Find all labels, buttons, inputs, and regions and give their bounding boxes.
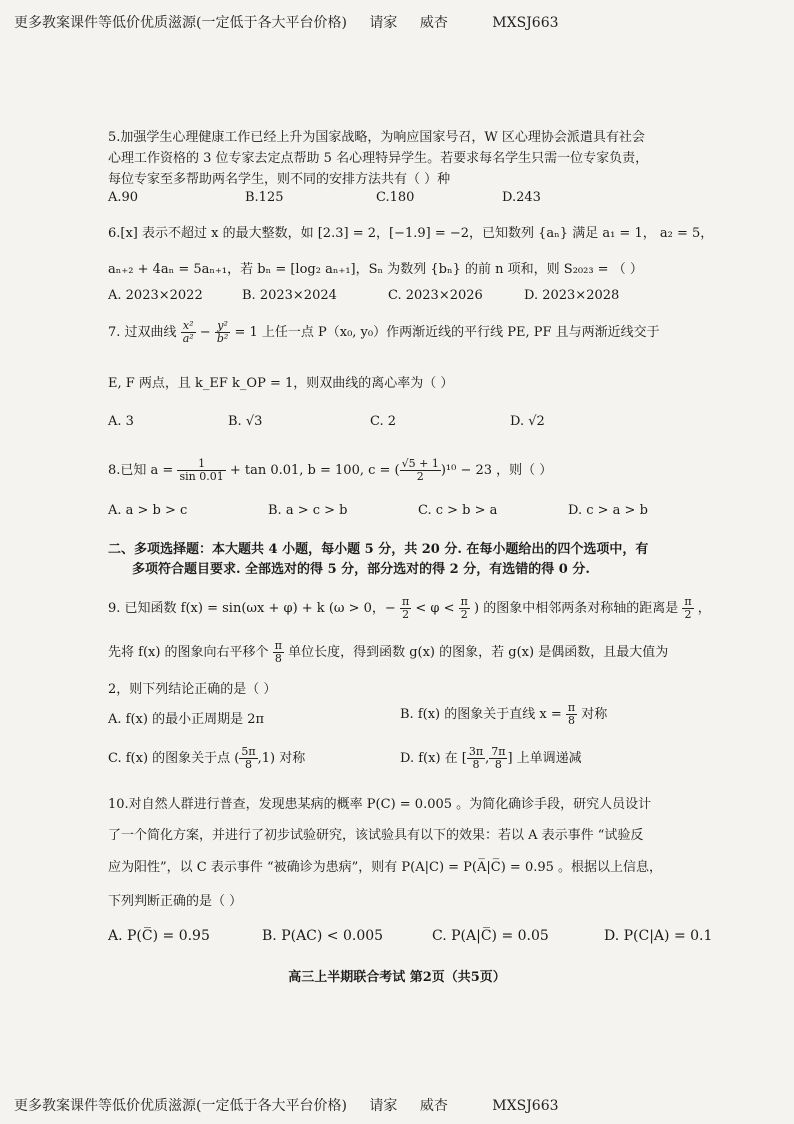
q5-option-c: C.180: [376, 190, 415, 205]
q9-optB-num: π: [567, 701, 576, 714]
q9-optD-num2: 7π: [491, 745, 506, 758]
q9-optC-pre: C. f(x) 的图象关于点 (: [108, 751, 240, 766]
q9-option-d: D. f(x) 在 [ $\frac{3\pi}{8}$ , $\frac{7\pi}{8}$ ] 上单调递减: [400, 745, 582, 771]
banner-please: 请家: [369, 15, 398, 31]
q5-line3: 每位专家至多帮助两名学生，则不同的安排方法共有（ ）种: [108, 172, 451, 187]
q10-line1: 10.对自然人群进行普查，发现患某病的概率 P(C) = 0.005 。为简化确诊手段，研究人员设计: [108, 797, 652, 812]
q8-frac-a: [177, 458, 225, 483]
q7-option-b: B. √3: [228, 414, 263, 429]
q9-optD-frac2: [489, 746, 507, 771]
q7-line1: [108, 320, 660, 345]
q10-line4: 下列判断正确的是（ ）: [108, 894, 243, 909]
q9-optC-frac: [239, 746, 257, 771]
banner-name-bottom: 威杏: [419, 1098, 448, 1114]
q7-option-a: A. 3: [108, 414, 134, 429]
q8-option-d: D. c > a > b: [568, 503, 648, 518]
q7-prefix: 7. 过双曲线: [108, 325, 177, 340]
top-banner: [14, 12, 559, 32]
q8-line1: [108, 458, 552, 483]
q9-optB-frac: [566, 702, 577, 727]
q9-line2: [108, 640, 668, 665]
q8-rest: )¹⁰ − 23 ，则（ ）: [440, 463, 553, 478]
q9-optD-post: ] 上单调递减: [507, 751, 582, 766]
q7-num1: x²: [181, 320, 196, 333]
q7-rest: = 1 上任一点 P（x₀, y₀）作两渐近线的平行线 PE, PF 且与两渐近线交于: [234, 325, 660, 340]
banner-text-bottom: 更多教案课件等低价优质滋源(一定低于各大平台价格): [14, 1098, 347, 1114]
q9-frac-pi2-c: [682, 596, 693, 621]
q9-option-b: [400, 702, 607, 727]
q9-line1a: 9. 已知函数 f(x) = sin(ωx + φ) + k (ω > 0，−: [108, 601, 396, 616]
q10-option-b: B. P(AC) < 0.005: [262, 928, 384, 944]
page-footer: 高三上半期联合考试 第2页（共5页）: [288, 970, 506, 985]
q9-line1: [108, 596, 711, 621]
q9-frac-pi2-b: [459, 596, 470, 621]
bottom-banner: [14, 1095, 559, 1115]
q8-num1: 1: [177, 458, 225, 471]
q9-option-c: [108, 746, 305, 771]
q9-option-a: A. f(x) 的最小正周期是 2π: [108, 712, 265, 727]
q9-line1d: ，: [697, 601, 711, 616]
q9-pi-c: π: [684, 595, 692, 608]
q9-frac-pi8: [273, 640, 284, 665]
q9-optD-den2: 8: [494, 758, 502, 771]
q7-num2: y²: [215, 320, 230, 333]
q9-optB-post: 对称: [581, 707, 608, 722]
q9-line3: 2，则下列结论正确的是（ ）: [108, 682, 277, 697]
q8-den1: sin 0.01: [179, 470, 224, 483]
q9-optD-pre: D. f(x) 在 [: [400, 751, 467, 766]
q8-frac-c: [400, 458, 441, 483]
banner-please-bottom: 请家: [369, 1098, 398, 1114]
q10-line3: 应为阳性”，以 C 表示事件 “被确诊为患病”，则有 P(A|C) = P(A̅|C̅) = 0.95 。根据以上信息，: [108, 860, 663, 875]
q7-option-d: D. √2: [510, 414, 545, 429]
q9-line2b: 单位长度，得到函数 g(x) 的图象，若 g(x) 是偶函数，且最大值为: [288, 645, 669, 660]
q8-den2: 2: [416, 470, 424, 483]
q9-two-a: 2: [402, 608, 410, 621]
q8-option-b: B. a > c > b: [268, 503, 348, 518]
q9-optD-den1: 8: [472, 758, 480, 771]
q5-line2: 心理工作资格的 3 位专家去定点帮助 5 名心理特异学生。若要求每名学生只需一位专家负责，: [108, 151, 649, 166]
q9-optB-pre: B. f(x) 的图象关于直线 x =: [400, 707, 562, 722]
q5-option-b: B.125: [245, 190, 284, 205]
banner-code-bottom: MXSJ663: [492, 1098, 559, 1114]
q5-option-d: D.243: [502, 190, 541, 205]
q9-optC-post: ,1) 对称: [257, 751, 306, 766]
q6-option-c: C. 2023×2026: [388, 288, 483, 303]
q5-option-a: A.90: [108, 190, 139, 205]
q9-two-c: 2: [684, 608, 692, 621]
q8-option-a: A. a > b > c: [108, 503, 188, 518]
banner-text: 更多教案课件等低价优质滋源(一定低于各大平台价格): [14, 15, 347, 31]
q9-eight: 8: [274, 652, 282, 665]
q10-option-c: C. P(A|C̅) = 0.05: [432, 928, 549, 944]
q9-line1c: ) 的图象中相邻两条对称轴的距离是: [474, 601, 679, 616]
q8-mid: + tan 0.01, b = 100, c = (: [229, 463, 400, 478]
q9-frac-pi2-a: [400, 596, 411, 621]
q8-num2: √5 + 1: [401, 457, 439, 470]
q6-option-a: A. 2023×2022: [108, 288, 203, 303]
q7-den1: a²: [182, 332, 194, 345]
q9-optD-frac1: [467, 746, 485, 771]
q10-option-a: A. P(C̅) = 0.95: [108, 928, 210, 944]
q7-minus: −: [199, 325, 211, 340]
q8-option-c: C. c > b > a: [418, 503, 498, 518]
q9-optC-num: 5π: [241, 745, 256, 758]
section2-line2: 多项符合题目要求. 全部选对的得 5 分，部分选对的得 2 分，有选错的得 0 分.: [132, 562, 590, 577]
q6-line1: 6.[x] 表示不超过 x 的最大整数，如 [2.3] = 2，[−1.9] = −2，已知数列 {aₙ} 满足 a₁ = 1， a₂ = 5，: [108, 226, 714, 241]
q9-optC-den: 8: [244, 758, 252, 771]
q10-option-d: D. P(C|A) = 0.1: [604, 928, 713, 944]
q5-line1: 5.加强学生心理健康工作已经上升为国家战略，为响应国家号召，W 区心理协会派遣具有社会: [108, 130, 645, 145]
q7-den2: b²: [216, 332, 229, 345]
banner-code: MXSJ663: [492, 15, 559, 31]
q9-pi8: π: [274, 639, 282, 652]
q9-line1b: < φ <: [415, 601, 455, 616]
q6-line2: aₙ₊₂ + 4aₙ = 5aₙ₊₁，若 bₙ = [log₂ aₙ₊₁]，Sₙ 为数列 {bₙ} 的前 n 项和，则 S₂₀₂₃ = （ ）: [108, 262, 643, 277]
q7-frac-y: [215, 320, 230, 345]
q9-pi-b: π: [460, 595, 468, 608]
banner-name: 威杏: [419, 15, 448, 31]
q7-frac-x: [181, 320, 196, 345]
q9-two-b: 2: [460, 608, 468, 621]
q6-option-d: D. 2023×2028: [524, 288, 620, 303]
q7-line2: E, F 两点，且 k_EF k_OP = 1，则双曲线的离心率为（ ）: [108, 376, 454, 391]
q9-optD-num1: 3π: [468, 745, 484, 758]
q7-option-c: C. 2: [370, 414, 397, 429]
q9-pi-a: π: [401, 595, 410, 608]
section2-line1: 二、多项选择题：本大题共 4 小题，每小题 5 分，共 20 分. 在每小题给出的四个选项中，有: [108, 542, 649, 557]
q6-option-b: B. 2023×2024: [242, 288, 337, 303]
q9-optB-den: 8: [567, 714, 575, 727]
q9-line2a: 先将 f(x) 的图象向右平移个: [108, 645, 269, 660]
q8-prefix: 8.已知 a =: [108, 463, 174, 478]
q10-line2: 了一个简化方案，并进行了初步试验研究，该试验具有以下的效果：若以 A 表示事件 “试验反: [108, 828, 644, 843]
